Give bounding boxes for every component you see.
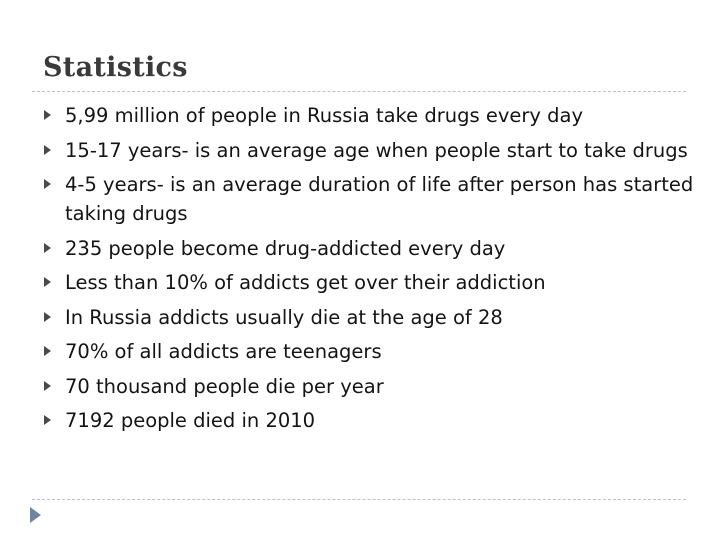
list-item [44,136,704,165]
triangle-right-icon [44,415,51,425]
list-item [44,268,704,297]
play-arrow-icon[interactable] [30,507,41,523]
list-item [44,337,704,366]
bullet-text: 4-5 years- is an average duration of life after person has started taking drugs [65,173,694,225]
bullet-text: 70% of all addicts are teenagers [65,340,382,363]
triangle-right-icon [44,346,51,356]
bullet-text: 235 people become drug-addicted every day [65,236,506,260]
bullet-text: In Russia addicts usually die at the age of 28 [65,305,503,329]
list-item [44,303,704,332]
bullet-text: 15-17 years- is an average age when people start to take drugs [65,138,688,162]
triangle-right-icon [44,145,51,155]
triangle-right-icon [44,243,51,253]
list-item [44,406,704,435]
bullet-text: Less than 10% of addicts get over their addiction [65,271,546,294]
bullet-text: 5,99 million of people in Russia take drugs every day [65,104,583,127]
list-item [44,101,704,130]
list-item [44,234,704,263]
title-divider [32,91,686,92]
footer-divider [32,499,686,500]
bullet-text: 70 thousand people die per year [65,374,384,398]
list-item [44,170,704,228]
bullet-text: 7192 people died in 2010 [65,409,316,432]
triangle-right-icon [44,312,51,322]
bullet-list [44,101,704,441]
triangle-right-icon [44,110,51,120]
triangle-right-icon [44,179,51,189]
triangle-right-icon [44,381,51,391]
triangle-right-icon [44,277,51,287]
list-item [44,372,704,401]
slide-title: Statistics [43,52,188,83]
